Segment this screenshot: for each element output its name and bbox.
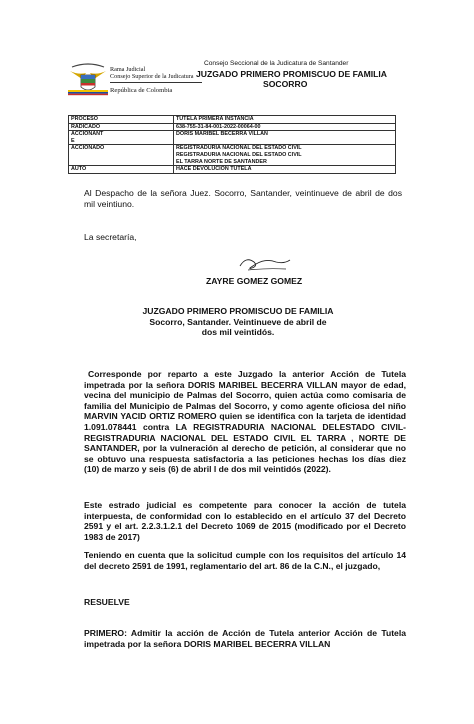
case-field-label: PROCESO — [69, 116, 174, 124]
institution-block — [110, 66, 202, 94]
handwritten-signature — [236, 254, 294, 274]
case-field-label: RADICADO — [69, 123, 174, 131]
case-table-row — [69, 145, 396, 166]
case-field-value: 638-755-31-84-001-2022-00064-00 — [174, 123, 396, 131]
case-field-label: ACCIONADO — [69, 145, 174, 166]
paragraph-reparto: Corresponde por reparto a este Juzgado la anterior Acción de Tutela impetrada por la señora DORIS MARIBEL BECERRA VILLAN mayor de edad, vecina del municipio de Palmas del Socorro, quien actúa como comisaria de familia del Municipio de Palmas del Socorro, y como agente oficiosa del niño MARVIN YACID ORTIZ ROMERO quien se identifica con la tarjeta de identidad 1.091.078441 contra LA REGISTRADURIA NACIONAL DELESTADO CIVIL-REGISTRADURIA NACIONAL DEL ESTADO CIVIL EL TARRA , NORTE DE SANTANDER, por la vulneración al derecho de petición, al considerar que no se obtuvo una respuesta satisfactoria a las peticiones hechas los días diez (10) de marzo y seis (6) de abril l de dos mil veintidós (2022). — [84, 369, 406, 475]
paragraph-requisitos: Teniendo en cuenta que la solicitud cumple con los requisitos del artículo 14 del decreto 2591 de 1991, reglamentario del art. 86 de la C.N., el juzgado, — [84, 550, 406, 571]
colombia-coat-of-arms-logo — [66, 63, 110, 97]
despacho-note: Al Despacho de la señora Juez. Socorro, Santander, veintinueve de abril de dos mil veintiuno. — [84, 188, 402, 209]
case-field-value: DORIS MARIBEL BECERRA VILLAN — [174, 131, 396, 145]
org-council: Consejo Superior de la Judicatura — [110, 73, 194, 81]
resuelve-heading: RESUELVE — [84, 597, 130, 607]
seccional-line: Consejo Seccional de la Judicatura de Santander — [204, 60, 349, 67]
case-table-row — [69, 166, 396, 174]
court-city: SOCORRO — [263, 79, 308, 89]
case-field-value: REGISTRADURIA NACIONAL DEL ESTADO CIVIL REGISTRADURIA NACIONAL DEL ESTADO CIVIL EL TARRA NORTE DE SANTANDER — [174, 145, 396, 166]
secretaria-label: La secretaría, — [84, 232, 137, 242]
court-heading — [120, 306, 356, 338]
case-table-row — [69, 123, 396, 131]
paragraph-competencia: Este estrado judicial es competente para conocer la acción de tutela interpuesta, de conformidad con lo establecido en el artículo 37 del Decreto 2591 y el art. 2.2.3.1.2.1 del Decreto 1069 de 2015 (modificado por el Decreto 1983 de 2017) — [84, 500, 406, 542]
court-heading-line-1: JUZGADO PRIMERO PROMISCUO DE FAMILIA — [142, 306, 334, 316]
case-field-label: ACCIONANT E — [69, 131, 174, 145]
case-field-value: TUTELA PRIMERA INSTANCIA — [174, 116, 396, 124]
org-name: Rama Judicial — [110, 66, 146, 73]
case-table-row — [69, 116, 396, 124]
case-field-label: AUTO — [69, 166, 174, 174]
court-heading-line-2: Socorro, Santander. Veintinueve de abril de — [149, 316, 327, 327]
court-heading-line-3: dos mil veintidós. — [201, 327, 275, 338]
court-name: JUZGADO PRIMERO PROMISCUO DE FAMILIA — [196, 69, 387, 79]
paragraph-primero: PRIMERO: Admitir la acción de Acción de Tutela anterior Acción de Tutela impetrada por la señora DORIS MARIBEL BECERRA VILLAN — [84, 628, 406, 649]
case-info-table — [68, 115, 396, 174]
org-divider — [110, 82, 202, 83]
case-field-value: HACE DEVOLUCION TUTELA — [174, 166, 396, 174]
signer-name: ZAYRE GOMEZ GOMEZ — [206, 276, 303, 286]
case-table-row — [69, 131, 396, 145]
org-country: República de Colombia — [110, 86, 173, 94]
